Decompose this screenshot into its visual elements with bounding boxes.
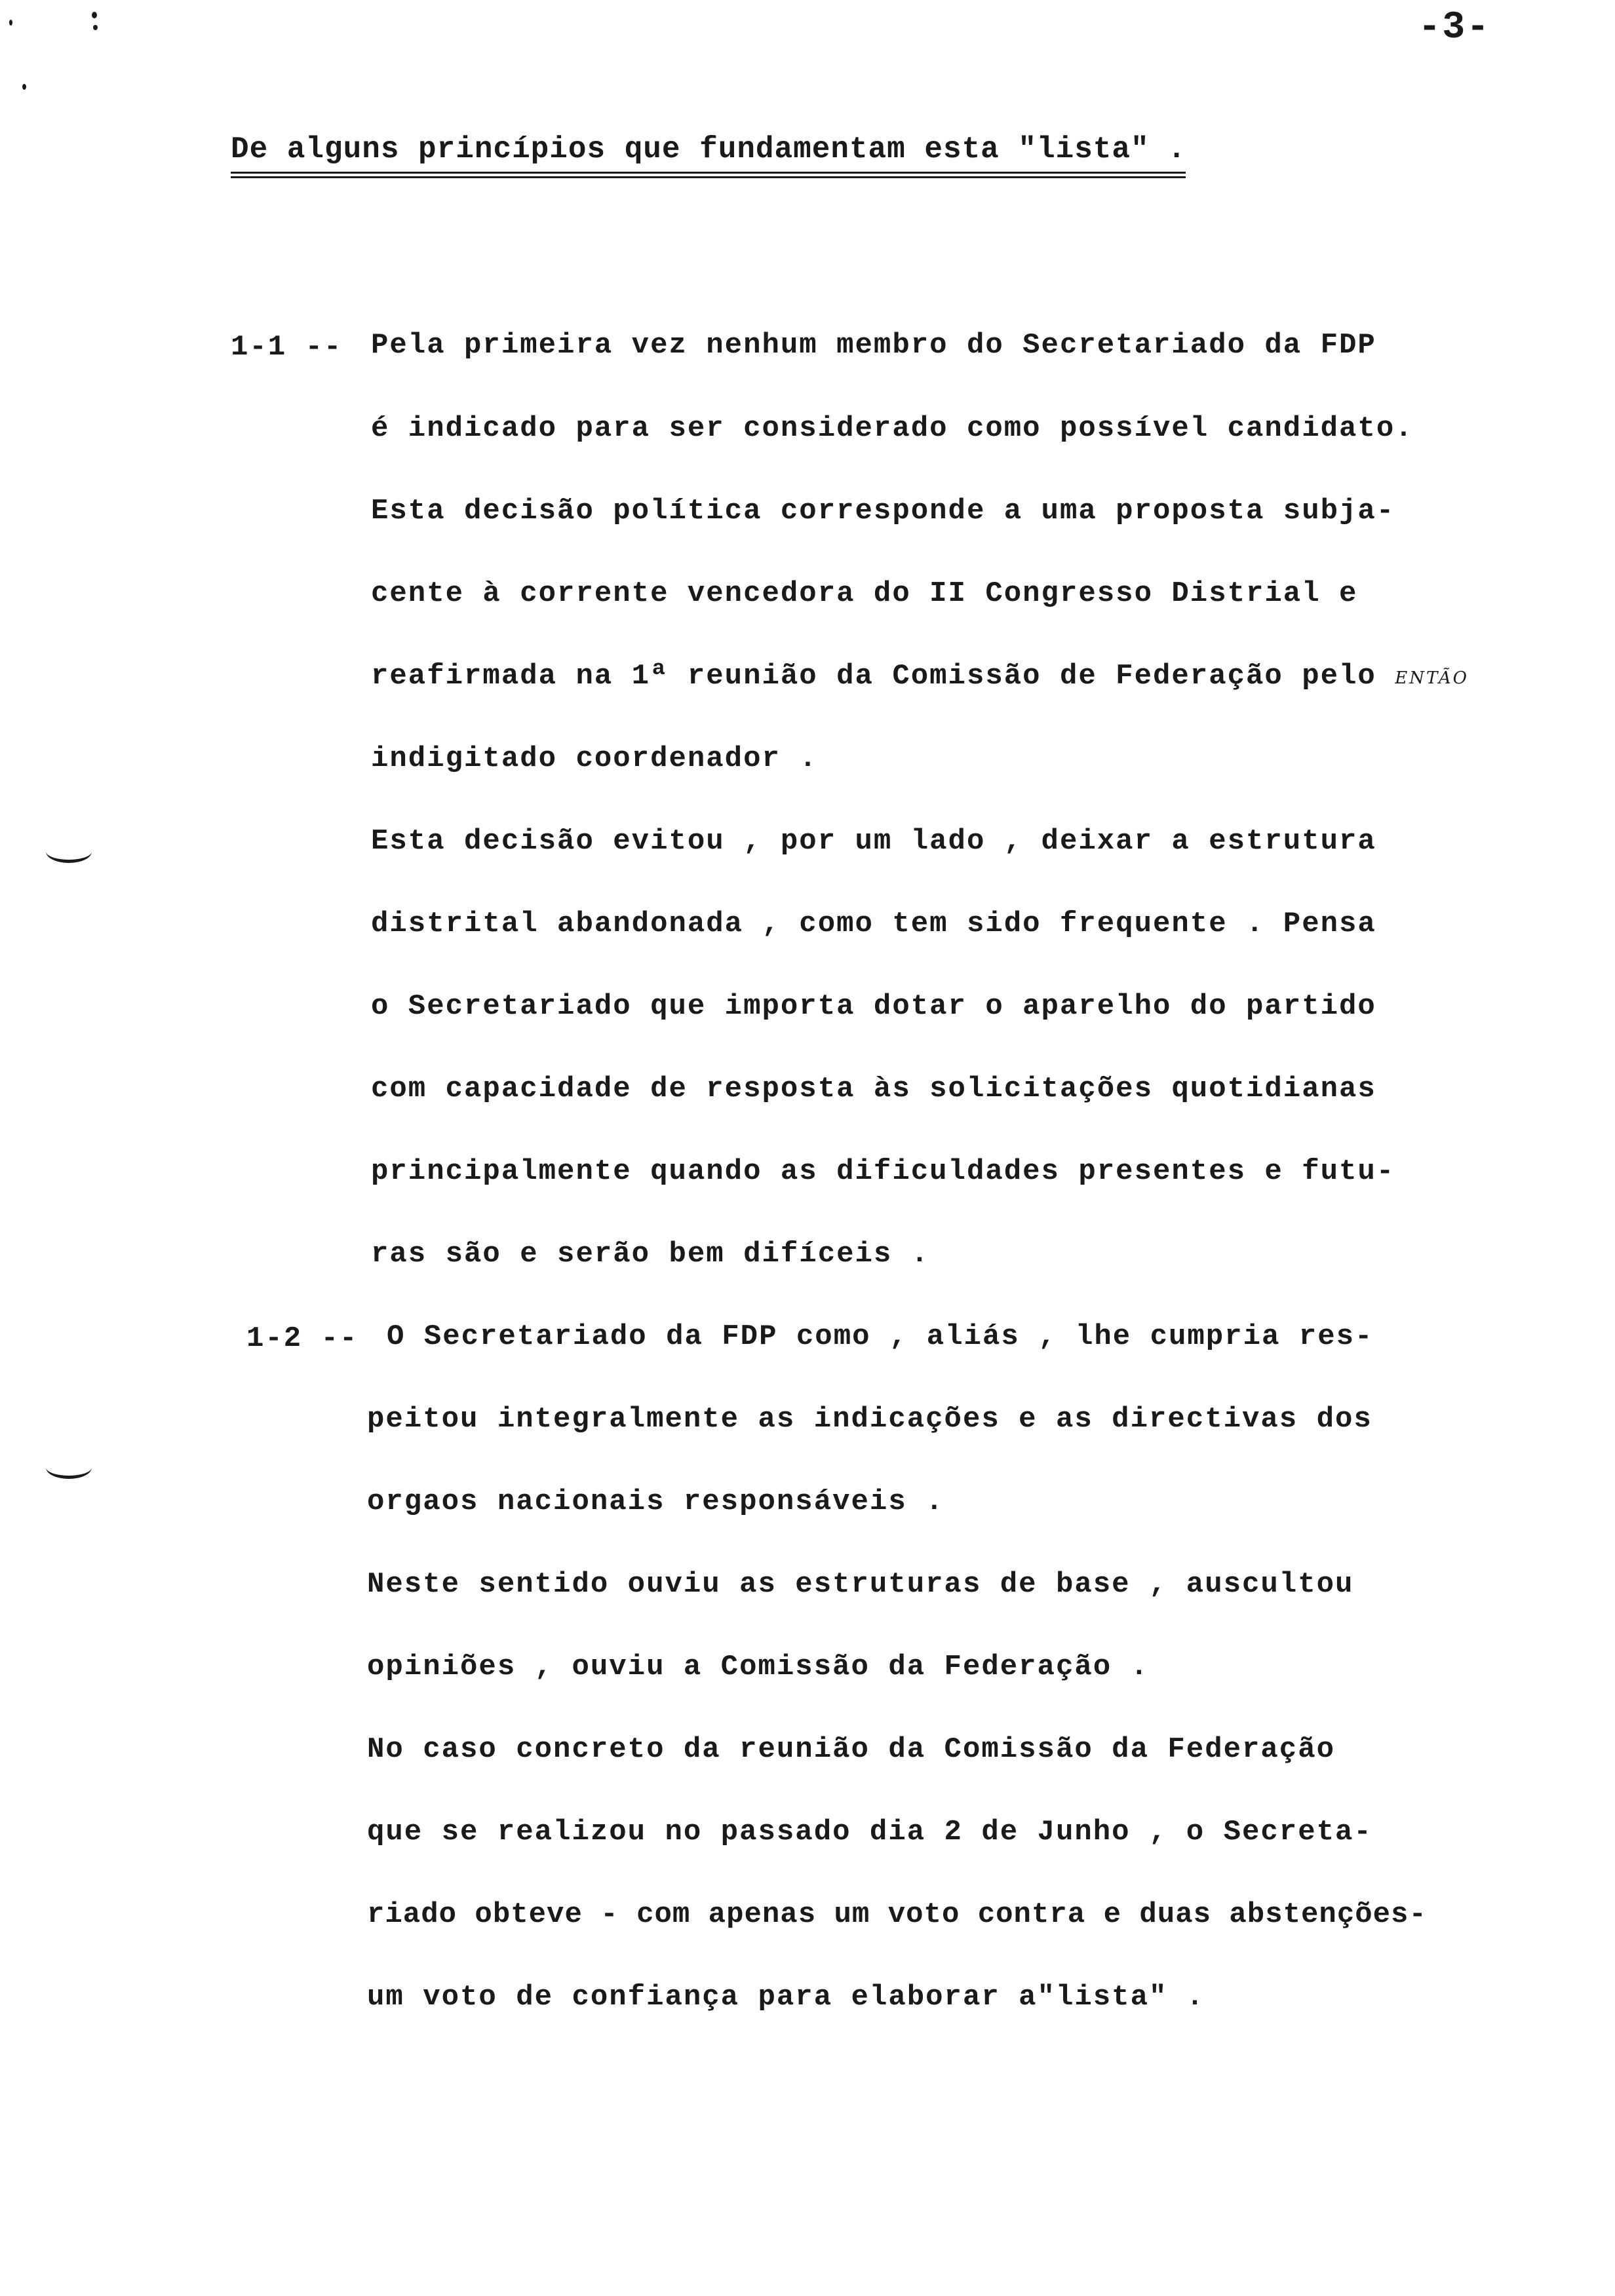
section-marker-1-1: 1-1 -- [231,331,343,364]
heading-tail: . [1149,132,1186,166]
margin-mark [46,840,92,863]
scan-speck [92,12,97,18]
text-line: Esta decisão política corresponde a uma proposta subja- [371,495,1395,527]
text-line: é indicado para ser considerado como possível candidato. [371,412,1414,445]
text-line: orgaos nacionais responsáveis . [367,1485,944,1518]
text-line: riado obteve - com apenas um voto contra e duas abstenções- [367,1898,1427,1931]
text-line: Pela primeira vez nenhum membro do Secretariado da FDP [371,329,1376,362]
text-line: distrital abandonada , como tem sido frequente . Pensa [371,908,1376,940]
text-line: ras são e serão bem difíceis . [371,1238,930,1271]
text-line: principalmente quando as dificuldades presentes e futu- [371,1155,1395,1188]
section-marker-1-2: 1-2 -- [246,1322,359,1355]
text-line [371,662,1469,691]
text-line: indigitado coordenador . [371,742,818,775]
section-heading [231,131,1186,178]
text-line: que se realizou no passado dia 2 de Junho , o Secreta- [367,1816,1372,1848]
text-line: No caso concreto da reunião da Comissão da Federação [367,1733,1336,1766]
text-line: cente à corrente vencedora do II Congresso Distrial e [371,577,1358,610]
text-line: com capacidade de resposta às solicitações quotidianas [371,1073,1376,1105]
scan-speck [22,84,26,90]
heading-text: De alguns princípios que fundamentam esta "lista" [231,132,1150,166]
text-line: opiniões , ouviu a Comissão da Federação . [367,1651,1149,1683]
text-line: um voto de confiança para elaborar a"lista" . [367,1981,1205,2014]
text-line: Esta decisão evitou , por um lado , deixar a estrutura [371,825,1376,858]
page-number: -3- [1418,7,1490,49]
text-line: Neste sentido ouviu as estruturas de base , auscultou [367,1568,1354,1601]
scan-speck [93,25,98,30]
text-line: o Secretariado que importa dotar o aparelho do partido [371,990,1376,1023]
text-line: peitou integralmente as indicações e as directivas dos [367,1403,1372,1436]
margin-mark [46,1456,92,1479]
text-line-content: reafirmada na 1ª reunião da Comissão de Federação pelo [371,660,1376,693]
handwritten-annotation: ENTÃO [1395,668,1469,688]
scan-speck [9,20,12,26]
text-line: O Secretariado da FDP como , aliás , lhe cumpria res- [387,1320,1374,1353]
